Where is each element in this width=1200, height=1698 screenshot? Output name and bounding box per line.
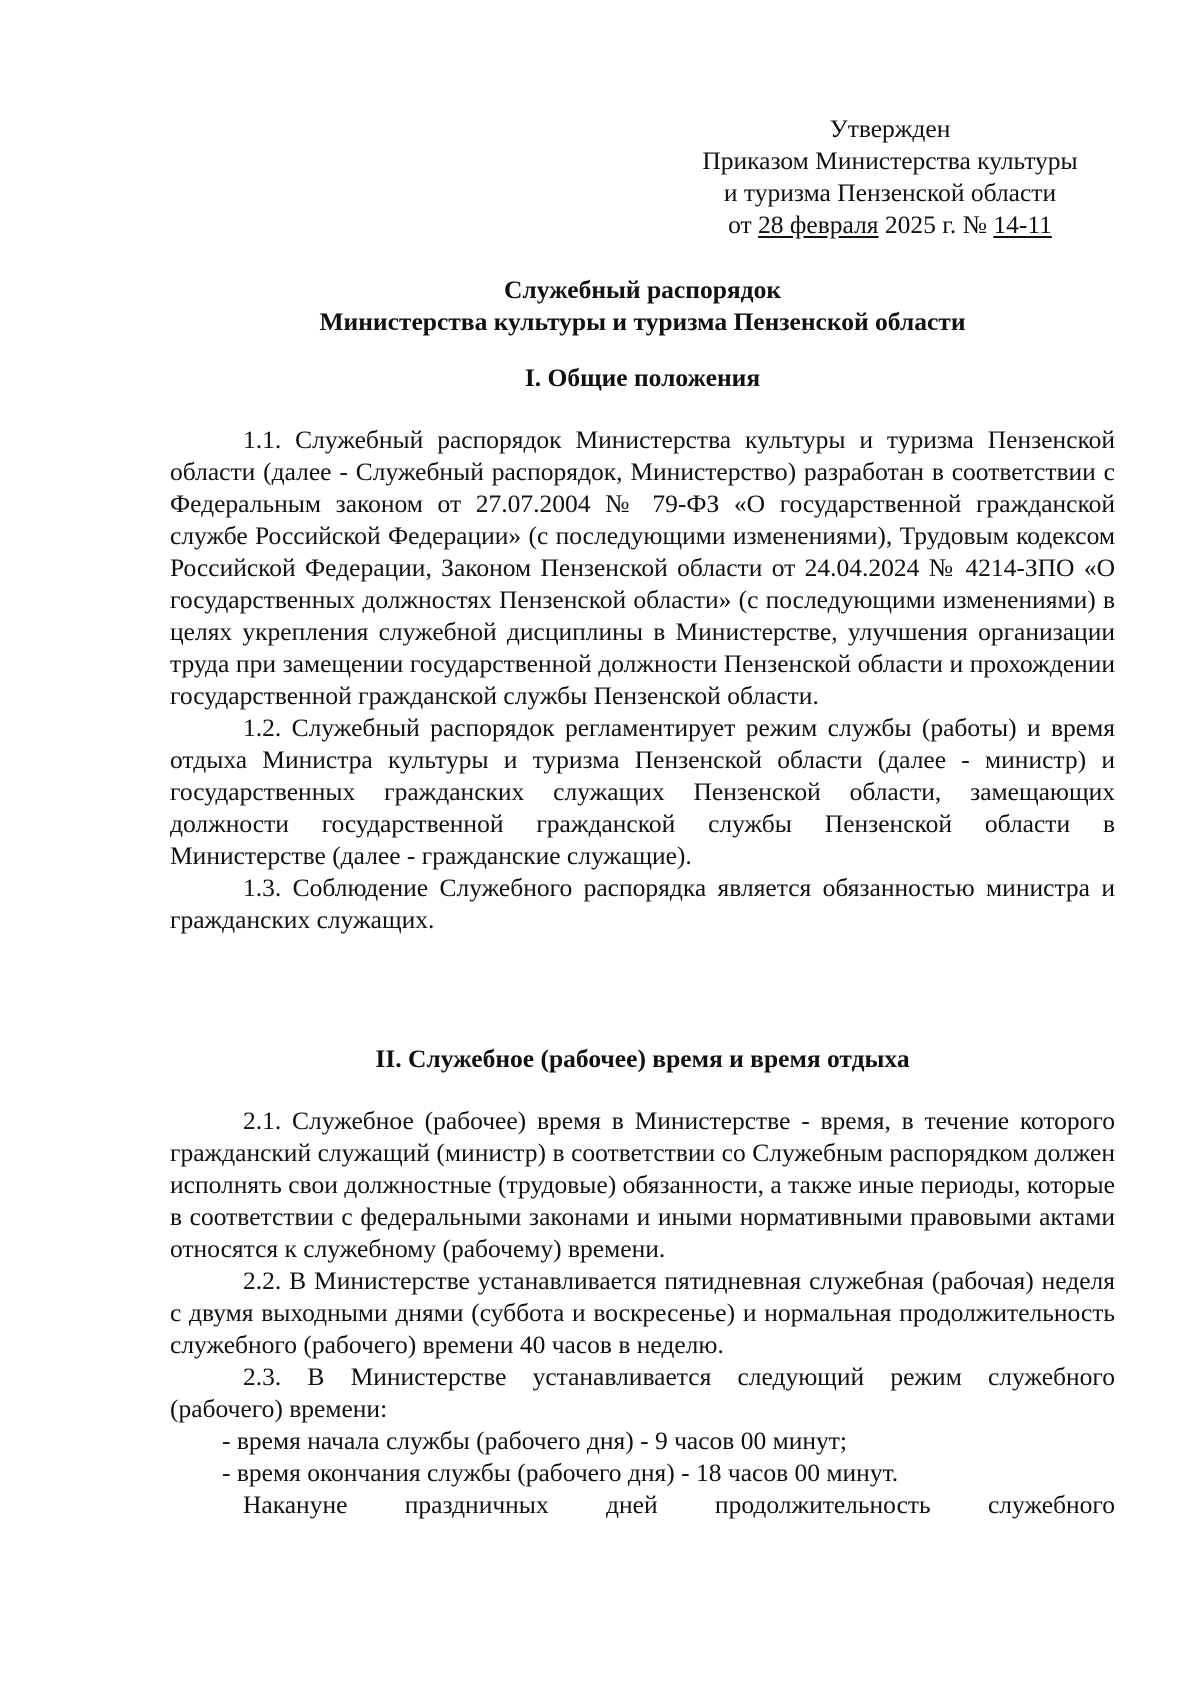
approval-number: 14-11	[993, 210, 1052, 239]
title-line-2: Министерства культуры и туризма Пензенской области	[319, 307, 966, 336]
paragraph-2-2: 2.2. В Министерстве устанавливается пятидневная служебная (рабочая) неделя с двумя выходными днями (суббота и воскресенье) и нормальная продолжительность служебного (рабочего) времени 40 часов в неделю.	[170, 1266, 1115, 1359]
paragraph-1-2: 1.2. Служебный распорядок регламентирует режим службы (работы) и время отдыха Министра культуры и туризма Пензенской области (далее - министр) и государственных гражданских служащих Пензенской области, замещающих должности государственной гражданской службы Пензенской области в Министерстве (далее - гражданские служащие).	[170, 713, 1115, 870]
approval-date-line	[680, 209, 1100, 241]
section-2-heading: II. Служебное (рабочее) время и время отдыха	[375, 1044, 910, 1073]
approval-prefix: от	[728, 210, 752, 239]
list-item-end-time: - время окончания службы (рабочего дня) - 18 часов 00 минут.	[222, 1458, 899, 1487]
approval-block	[680, 113, 1100, 241]
approval-order-line: Приказом Министерства культуры	[702, 146, 1078, 175]
approval-ministry-line: и туризма Пензенской области	[723, 178, 1057, 207]
paragraph-2-3: 2.3. В Министерстве устанавливается следующий режим служебного (рабочего) времени:	[170, 1362, 1115, 1423]
section-1-heading: I. Общие положения	[524, 363, 761, 392]
list-item-start-time: - время начала службы (рабочего дня) - 9 часов 00 минут;	[222, 1426, 847, 1455]
section-2-body	[170, 1105, 1115, 1521]
approval-year: 2025 г. №	[884, 210, 987, 239]
paragraph-1-1: 1.1. Служебный распорядок Министерства культуры и туризма Пензенской области (далее - Служебный распорядок, Министерство) разработан в соответствии с Федеральным законом от 27.07.2004 № 79-ФЗ «О государственной гражданской службе Российской Федерации» (с последующими изменениями), Трудовым кодексом Российской Федерации, Законом Пензенской области от 24.04.2024 № 4214-ЗПО «О государственных должностях Пензенской области» (с последующими изменениями) в целях укрепления служебной дисциплины в Министерстве, улучшения организации труда при замещении государственной должности Пензенской области и прохождении государственной гражданской службы Пензенской области.	[170, 425, 1115, 710]
approval-date: 28 февраля	[758, 210, 879, 239]
paragraph-2-1: 2.1. Служебное (рабочее) время в Министерстве - время, в течение которого гражданский служащий (министр) в соответствии со Служебным распорядком должен исполнять свои должностные (трудовые) обязанности, а также иные периоды, которые в соответствии с федеральными законами и иными нормативными правовыми актами относятся к служебному (рабочему) времени.	[170, 1106, 1115, 1263]
approval-status: Утвержден	[829, 114, 951, 143]
title-line-1: Служебный распорядок	[503, 275, 782, 304]
paragraph-1-3: 1.3. Соблюдение Служебного распорядка является обязанностью министра и гражданских служащих.	[170, 873, 1115, 934]
paragraph-2-4: Накануне праздничных дней продолжительность служебного	[243, 1490, 1115, 1519]
section-1-body	[170, 424, 1115, 936]
document-title	[170, 274, 1115, 338]
